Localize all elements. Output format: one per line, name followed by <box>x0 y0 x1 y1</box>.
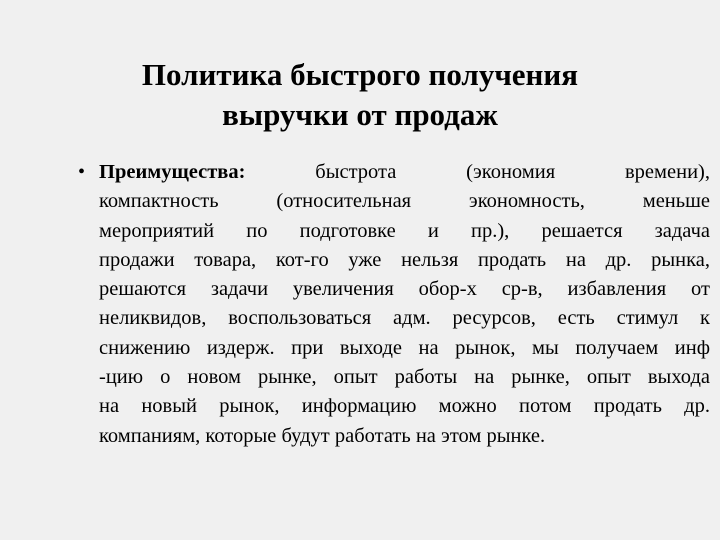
bullet-line-9: на новый рынок, информацию можно потом продать др. <box>99 395 710 418</box>
slide-content <box>78 158 710 451</box>
bullet-line-1 <box>99 158 710 187</box>
bullet-line-5: решаются задачи увеличения обор-х ср-в, избавления от <box>99 278 710 301</box>
bullet-line-10: компаниям, которые будут работать на этом рынке. <box>99 424 546 447</box>
bullet-lead: Преимущества: <box>99 161 246 183</box>
bullet-line-2: компактность (относительная экономность, меньше <box>99 190 710 213</box>
bullet-line-4: продажи товара, кот-го уже нельзя продать на др. рынка, <box>99 248 710 271</box>
bullet-line-3: мероприятий по подготовке и пр.), решается задача <box>99 219 710 242</box>
bullet-text <box>99 158 710 451</box>
slide-title <box>60 55 660 135</box>
slide-title-line-2: выручки от продаж <box>222 97 498 132</box>
bullet-marker: • <box>78 161 86 183</box>
bullet-item <box>78 158 710 451</box>
bullet-line-8: -цию о новом рынке, опыт работы на рынке, опыт выхода <box>99 366 710 389</box>
bullet-line-1-text: быстрота (экономия времени), <box>245 161 710 183</box>
bullet-line-6: неликвидов, воспользоваться адм. ресурсов, есть стимул к <box>99 307 710 330</box>
slide-title-line-1: Политика быстрого получения <box>141 57 579 92</box>
bullet-line-7: снижению издерж. при выходе на рынок, мы получаем инф <box>99 336 710 359</box>
